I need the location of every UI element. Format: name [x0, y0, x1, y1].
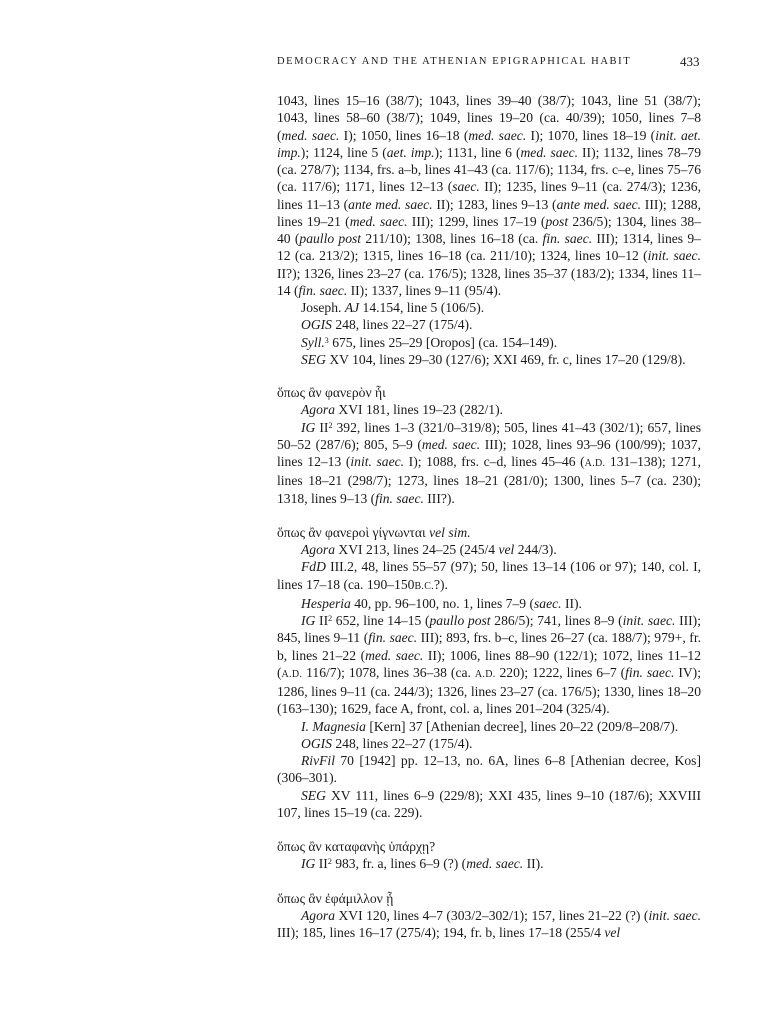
- citation-hesperia: Hesperia 40, pp. 96–100, no. 1, lines 7–9 (saec. II).: [301, 595, 582, 611]
- citation-syll: Syll.$^3$ 675, lines 25–29 [Oropos] (ca. 154–149).: [301, 334, 558, 350]
- citation-seg: SEG XV 111, lines 6–9 (229/8); XXI 435, lines 9–10 (187/6); XXVIII 107, lines 15–19 (ca. 229).: [277, 787, 701, 820]
- citation-magnesia: I. Magnesia [Kern] 37 [Athenian decree], lines 20–22 (209/8–208/7).: [301, 718, 679, 734]
- citation-agora: Agora XVI 120, lines 4–7 (303/2–302/1); 157, lines 21–22 (?) (init. saec. III); 185, lines 16–17 (275/4); 194, fr. b, lines 17–18 (255/4 vel: [277, 907, 701, 940]
- body-text: [277, 92, 701, 941]
- citation-agora: Agora XVI 181, lines 19–23 (282/1).: [301, 402, 504, 418]
- citation-ig: IG $II^2$ 652, line 14–15 (paullo post 286/5); 741, lines 8–9 (init. saec. III); 845, lines 9–11 (fin. saec. III); 893, frs. b–c, lines 26–27 (ca. 188/7); 979+, fr. b, lines 21–22 (med. saec. II); 1006, lines 88–90 (122/1); 1072, lines 11–12 (A.D. 116/7); 1078, lines 36–38 (ca. A.D. 220); 1222, lines 6–7 (fin. saec. IV); 1286, lines 9–11 (ca. 244/3); 1326, lines 23–27 (ca. 176/5); 1330, lines 18–20 (163–130); 1629, face A, front, col. a, lines 201–204 (325/4).: [277, 613, 702, 717]
- citation-josephus: Joseph. AJ 14.154, line 5 (106/5).: [301, 300, 485, 315]
- formula-heading: ὅπως ἂν καταφανὴς ὑπάρχῃ?: [277, 839, 436, 854]
- formula-heading: ὅπως ἂν ἐφάμιλλον ᾖ: [277, 890, 394, 906]
- citation-ig: IG $II^2$ 392, lines 1–3 (321/0–319/8); 505, lines 41–43 (302/1); 657, lines 50–52 (287/6); 805, 5–9 (med. saec. III); 1028, lines 93–96 (100/99); 1037, lines 12–13 (init. saec. I); 1088, frs. c–d, lines 45–46 (A.D. 131–138); 1271, lines 18–21 (298/7); 1273, lines 18–21 (281/0); 1300, lines 5–7 (ca. 230); 1318, lines 9–13 (fin. saec. III?).: [277, 419, 702, 506]
- citation-rivfil: RivFil 70 [1942] pp. 12–13, no. 6A, lines 6–8 [Athenian decree, Kos] (306–301).: [277, 753, 701, 786]
- running-head: DEMOCRACY AND THE ATHENIAN EPIGRAPHICAL HABIT: [277, 56, 632, 67]
- entry-continuation: 1043, lines 15–16 (38/7); 1043, lines 39–40 (38/7); 1043, line 51 (38/7); 1043, lines 58–60 (38/7); 1049, lines 19–20 (ca. 40/39); 1050, lines 7–8 (med. saec. I); 1050, lines 16–18 (med. saec. I); 1070, lines 18–19 (init. aet. imp.); 1124, line 5 (aet. imp.); 1131, line 6 (med. saec. II); 1132, lines 78–79 (ca. 278/7); 1134, frs. a–b, lines 41–43 (ca. 117/6); 1134, frs. c–e, lines 75–76 (ca. 117/6); 1171, lines 12–13 (saec. II); 1235, lines 9–11 (ca. 274/3); 1236, lines 11–13 (ante med. saec. II); 1283, lines 9–13 (ante med. saec. III); 1288, lines 19–21 (med. saec. III); 1299, lines 17–19 (post 236/5); 1304, lines 38–40 (paullo post 211/10); 1308, lines 16–18 (ca. fin. saec. III); 1314, lines 9–12 (ca. 213/2); 1315, lines 16–18 (ca. 211/10); 1324, lines 10–12 (init. saec. II?); 1326, lines 23–27 (ca. 176/5); 1328, lines 35–37 (183/2); 1334, lines 11–14 (fin. saec. II); 1337, lines 9–11 (95/4).: [277, 93, 702, 298]
- page-number: 433: [680, 54, 700, 69]
- citation-ogis: OGIS 248, lines 22–27 (175/4).: [301, 317, 473, 333]
- citation-agora: Agora XVI 213, lines 24–25 (245/4 vel 244/3).: [301, 542, 557, 557]
- citation-fdd: FdD III.2, 48, lines 55–57 (97); 50, lines 13–14 (106 or 97); 140, col. I, lines 17–18 (ca. 190–150B.C.?).: [277, 559, 701, 592]
- citation-ogis: OGIS 248, lines 22–27 (175/4).: [301, 735, 473, 751]
- formula-heading: ὅπως ἂν φανεροὶ γίγνωνται vel sim.: [277, 524, 471, 540]
- citation-seg: SEG XV 104, lines 29–30 (127/6); XXI 469, fr. c, lines 17–20 (129/8).: [301, 351, 686, 367]
- citation-ig: IG $II^2$ 983, fr. a, lines 6–9 (?) (med. saec. II).: [301, 856, 544, 872]
- formula-heading: ὅπως ἂν φανερὸν ἧι: [277, 385, 386, 400]
